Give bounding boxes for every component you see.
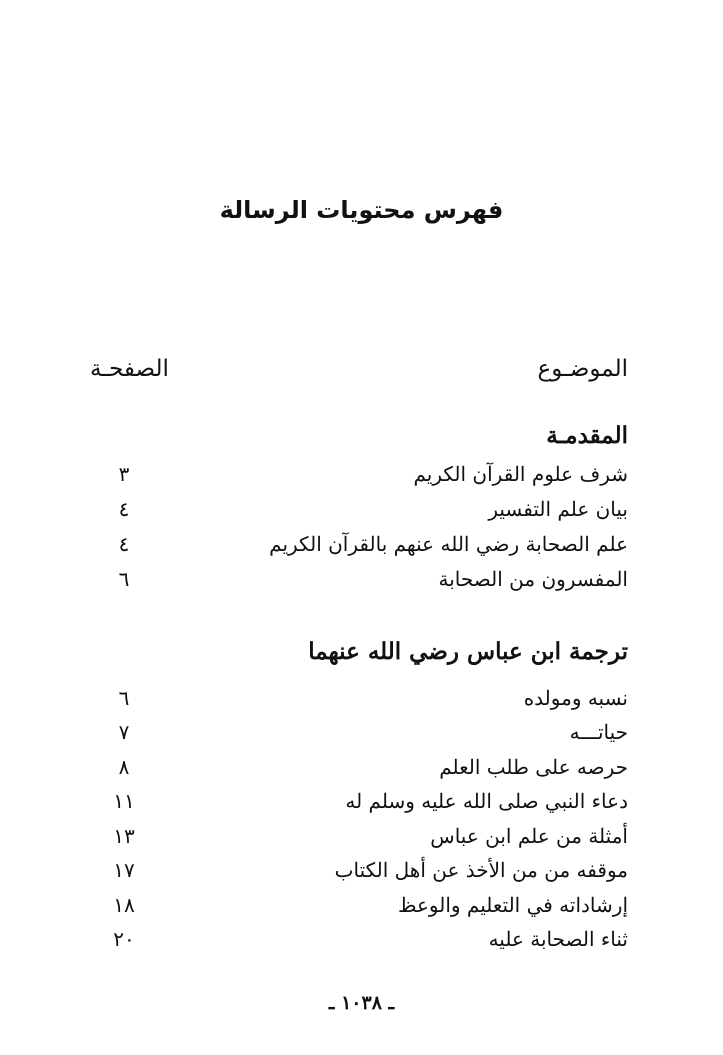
- toc-entry-title: علم الصحابة رضي الله عنهم بالقرآن الكريم: [269, 532, 628, 556]
- toc-entry-page: ٦: [118, 686, 130, 710]
- toc-entry-title: موقفه من من الأخذ عن أهل الكتاب: [334, 858, 628, 882]
- page-column-header: الصفحـة: [90, 356, 169, 382]
- toc-entry-page: ١٧: [113, 858, 135, 882]
- toc-entry-page: ٨: [118, 755, 130, 779]
- toc-entry-page: ٤: [118, 532, 130, 556]
- toc-entry-page: ١٨: [113, 893, 135, 917]
- toc-entry: [100, 893, 628, 925]
- toc-entry-title: شرف علوم القرآن الكريم: [413, 462, 628, 486]
- toc-entry-page: ٣: [118, 462, 130, 486]
- toc-entry: [100, 532, 628, 564]
- toc-entry: [100, 755, 628, 787]
- toc-entry: [100, 686, 628, 718]
- toc-entry-page: ١١: [113, 789, 135, 813]
- section-heading-introduction: المقدمـة: [546, 422, 628, 449]
- toc-entry-page: ٦: [118, 567, 130, 591]
- toc-entry-page: ٢٠: [113, 927, 135, 951]
- toc-entry-title: بيان علم التفسير: [488, 497, 628, 521]
- toc-entry: [100, 462, 628, 494]
- toc-entry: [100, 858, 628, 890]
- toc-entry: [100, 567, 628, 599]
- toc-entry-title: المفسرون من الصحابة: [438, 567, 628, 591]
- toc-entry: [100, 497, 628, 529]
- toc-entry-title: ثناء الصحابة عليه: [488, 927, 628, 951]
- toc-entry: [100, 927, 628, 959]
- column-headers: [90, 356, 628, 388]
- toc-entry-title: أمثلة من علم ابن عباس: [430, 824, 628, 848]
- section-heading-ibn-abbas-biography: ترجمة ابن عباس رضي الله عنهما: [308, 638, 628, 665]
- toc-entry-page: ٤: [118, 497, 130, 521]
- toc-entry-page: ١٣: [113, 824, 135, 848]
- toc-entry-title: حرصه على طلب العلم: [439, 755, 628, 779]
- toc-entry: [100, 789, 628, 821]
- toc-entry-title: نسبه ومولده: [523, 686, 628, 710]
- topic-column-header: الموضـوع: [537, 356, 628, 382]
- toc-entry: [100, 824, 628, 856]
- toc-entry-page: ٧: [118, 720, 130, 744]
- toc-entry-title: حياتـــه: [569, 720, 628, 744]
- toc-entry-title: دعاء النبي صلى الله عليه وسلم له: [345, 789, 628, 813]
- page-title: فهرس محتويات الرسالة: [219, 196, 504, 224]
- toc-entry-title: إرشاداته في التعليم والوعظ: [398, 893, 628, 917]
- page-number: ـ ١٠٣٨ ـ: [328, 992, 395, 1014]
- toc-entry: [100, 720, 628, 752]
